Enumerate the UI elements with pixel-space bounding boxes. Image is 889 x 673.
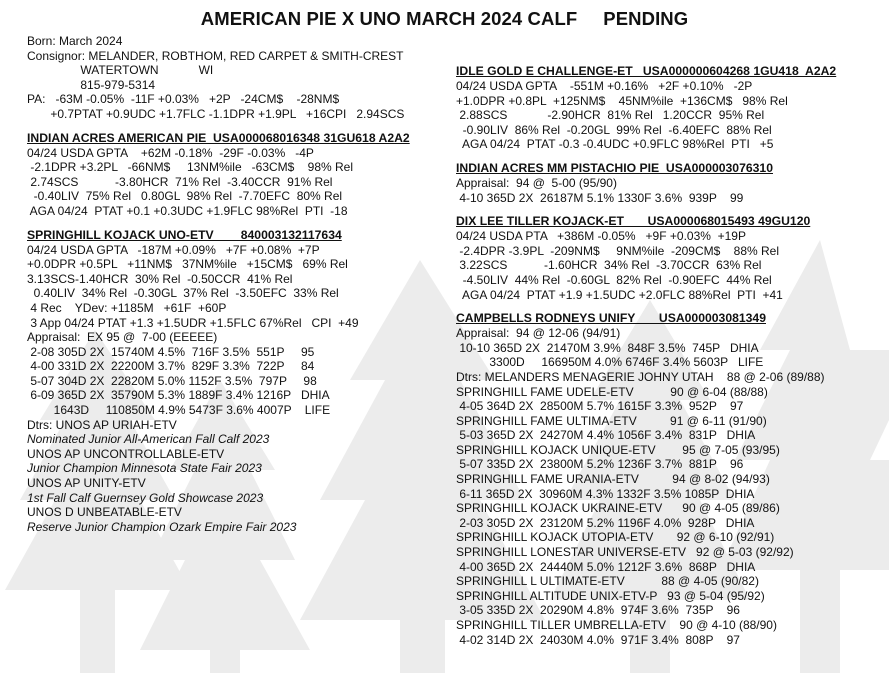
dam-line: Dtrs: UNOS AP URIAH-ETV [27,417,177,432]
block-4-line: SPRINGHILL KOJACK UNIQUE-ETV 95 @ 7-05 (93/95) [456,442,780,457]
intro-line: Consignor: MELANDER, ROBTHOM, RED CARPET & SMITH-CREST [27,48,404,63]
title-status: PENDING [603,8,689,29]
daughter-name: UNOS AP UNITY-ETV [27,476,146,491]
block-4-line: 5-03 365D 2X 24270M 4.4% 1056F 3.4% 831P DHIA [456,428,756,443]
pedigree-block-1 [456,64,881,152]
block-4-line: 3300D 166950M 4.0% 6746F 3.4% 5603P LIFE [456,355,764,370]
block-3-line: -4.50LIV 44% Rel -0.60GL 82% Rel -0.90EFC 44% Rel [456,272,772,287]
pedigree-block-4 [456,311,881,647]
block-4-line: Appraisal: 94 @ 12-06 (94/91) [456,326,621,341]
block-4-line: SPRINGHILL L ULTIMATE-ETV 88 @ 4-05 (90/82) [456,574,759,589]
block-4-line: 4-00 365D 2X 24440M 5.0% 1212F 3.6% 868P DHIA [456,559,756,574]
left-column [27,34,447,534]
honor-award: Nominated Junior All-American Fall Calf 2023 [27,432,270,447]
dam-block [27,228,447,535]
block-1-line: 2.88SCS -2.90HCR 81% Rel 1.20CCR 95% Rel [456,108,765,123]
page-title [0,8,889,30]
block-3-line: 04/24 USDA PTA +386M -0.05% +9F +0.03% +19P [456,229,746,244]
block-4-line: 5-07 335D 2X 23800M 5.2% 1236F 3.7% 881P 96 [456,457,744,472]
block-4-line: 4-02 314D 2X 24030M 4.0% 971F 3.4% 808P 97 [456,632,740,647]
dam-line: Appraisal: EX 95 @ 7-00 (EEEEE) [27,330,218,345]
block-3-line: 3.22SCS -1.60HCR 34% Rel -3.70CCR 63% Rel [456,258,762,273]
block-4-line: 4-05 364D 2X 28500M 5.7% 1615F 3.3% 952P 97 [456,399,744,414]
dam-line: 3.13SCS-1.40HCR 30% Rel -0.50CCR 41% Rel [27,271,293,286]
sire-line: -0.40LIV 75% Rel 0.80GL 98% Rel -7.70EFC 80% Rel [27,189,343,204]
block-4-line: SPRINGHILL ALTITUDE UNIX-ETV-P 93 @ 5-04 (95/92) [456,588,765,603]
dam-line: 04/24 USDA GPTA -187M +0.09% +7F +0.08% +7P [27,242,320,257]
honor-award: 1st Fall Calf Guernsey Gold Showcase 2023 [27,490,264,505]
intro-block [27,34,447,122]
block-4-line: SPRINGHILL TILLER UMBRELLA-ETV 90 @ 4-10 (88/90) [456,618,777,632]
sire-heading: INDIAN ACRES AMERICAN PIE USA000068016348 31GU618 A2A2 [27,130,410,145]
sire-line: AGA 04/24 PTAT +0.1 +0.3UDC +1.9FLC 98%Rel PTI -18 [27,203,348,218]
sire-line: -2.1DPR +3.2PL -66NM$ 13NM%ile -63CM$ 98% Rel [27,160,354,175]
dam-line: 1643D 110850M 4.9% 5473F 3.6% 4007P LIFE [27,403,331,418]
block-4-line: 3-05 335D 2X 20290M 4.8% 974F 3.6% 735P 96 [456,603,740,618]
block-1-heading: IDLE GOLD E CHALLENGE-ET USA000000604268 1GU418 A2A2 [456,64,837,78]
sire-line: 2.74SCS -3.80HCR 71% Rel -3.40CCR 91% Rel [27,174,333,189]
dam-line: 4 Rec YDev: +1185M +61F +60P [27,300,227,315]
block-4-line: 6-11 365D 2X 30960M 4.3% 1332F 3.5% 1085P DHIA [456,486,755,501]
intro-line: +0.7PTAT +0.9UDC +1.7FLC -1.1DPR +1.9PL +16CPI 2.94SCS [27,106,405,121]
block-1-line: 04/24 USDA GPTA -551M +0.16% +2F +0.10% -2P [456,79,753,93]
dam-line: 3 App 04/24 PTAT +1.3 +1.5UDR +1.5FLC 67%Rel CPI +49 [27,315,359,330]
dam-line: 5-07 304D 2X 22820M 5.0% 1152F 3.5% 797P 98 [27,373,317,388]
block-2-line: Appraisal: 94 @ 5-00 (95/90) [456,175,617,190]
block-4-line: Dtrs: MELANDERS MENAGERIE JOHNY UTAH 88 @ 2-06 (89/88) [456,369,825,384]
block-4-line: SPRINGHILL LONESTAR UNIVERSE-ETV 92 @ 5-03 (92/92) [456,545,794,560]
right-column [456,64,881,647]
pedigree-block-2 [456,161,881,205]
dam-line: 0.40LIV 34% Rel -0.30GL 37% Rel -3.50EFC 33% Rel [27,286,339,301]
dam-line: +0.0DPR +0.5PL +11NM$ 37NM%ile +15CM$ 69% Rel [27,257,348,272]
block-1-line: AGA 04/24 PTAT -0.3 -0.4UDC +0.9FLC 98%Rel PTI +5 [456,137,774,152]
pedigree-block-3 [456,214,881,302]
intro-line: 815-979-5314 [27,77,156,92]
block-3-line: -2.4DPR -3.9PL -209NM$ 9NM%ile -209CM$ 88% Rel [456,243,780,258]
honor-award: Junior Champion Minnesota State Fair 2023 [27,461,262,476]
intro-line: WATERTOWN WI [27,63,214,78]
block-4-line: SPRINGHILL KOJACK UTOPIA-ETV 92 @ 6-10 (92/91) [456,530,775,545]
honors-list [27,432,447,534]
dam-line: 2-08 305D 2X 15740M 4.5% 716F 3.5% 551P 95 [27,344,315,359]
sire-block [27,131,447,219]
sire-line: 04/24 USDA GPTA +62M -0.18% -29F -0.03% -4P [27,145,314,160]
block-4-line: SPRINGHILL FAME UDELE-ETV 90 @ 6-04 (88/88) [456,384,768,399]
block-1-line: -0.90LIV 86% Rel -0.20GL 99% Rel -6.40EFC 88% Rel [456,122,772,137]
dam-line: 4-00 331D 2X 22200M 3.7% 829F 3.3% 722P 84 [27,359,315,374]
block-4-line: SPRINGHILL KOJACK UKRAINE-ETV 90 @ 4-05 (89/86) [456,501,780,516]
intro-line: PA: -63M -0.05% -11F +0.03% +2P -24CM$ -28NM$ [27,92,340,107]
block-4-line: SPRINGHILL FAME URANIA-ETV 94 @ 8-02 (94/93) [456,472,770,487]
intro-line: Born: March 2024 [27,34,123,48]
honor-award: Reserve Junior Champion Ozark Empire Fair 2023 [27,519,297,534]
block-2-line: 4-10 365D 2X 26187M 5.1% 1330F 3.6% 939P 99 [456,190,744,205]
block-4-heading: CAMPBELLS RODNEYS UNIFY USA000003081349 [456,311,766,326]
title-lot-name: AMERICAN PIE X UNO MARCH 2024 CALF [200,8,578,29]
block-4-line: SPRINGHILL FAME ULTIMA-ETV 91 @ 6-11 (91/90) [456,413,767,428]
block-2-heading: INDIAN ACRES MM PISTACHIO PIE USA000003076310 [456,160,773,175]
dam-line: 6-09 365D 2X 35790M 5.3% 1889F 3.4% 1216P DHIA [27,388,330,403]
block-4-line: 2-03 305D 2X 23120M 5.2% 1196F 4.0% 928P DHIA [456,515,755,530]
block-3-line: AGA 04/24 PTAT +1.9 +1.5UDC +2.0FLC 88%Rel PTI +41 [456,287,783,302]
block-3-heading: DIX LEE TILLER KOJACK-ET USA000068015493 49GU120 [456,214,811,229]
block-4-line: 10-10 365D 2X 21470M 3.9% 848F 3.5% 745P DHIA [456,340,759,355]
dam-heading: SPRINGHILL KOJACK UNO-ETV 840003132117634 [27,227,342,242]
daughter-name: UNOS D UNBEATABLE-ETV [27,505,182,520]
daughter-name: UNOS AP UNCONTROLLABLE-ETV [27,446,225,461]
block-1-line: +1.0DPR +0.8PL +125NM$ 45NM%ile +136CM$ 98% Rel [456,93,788,108]
